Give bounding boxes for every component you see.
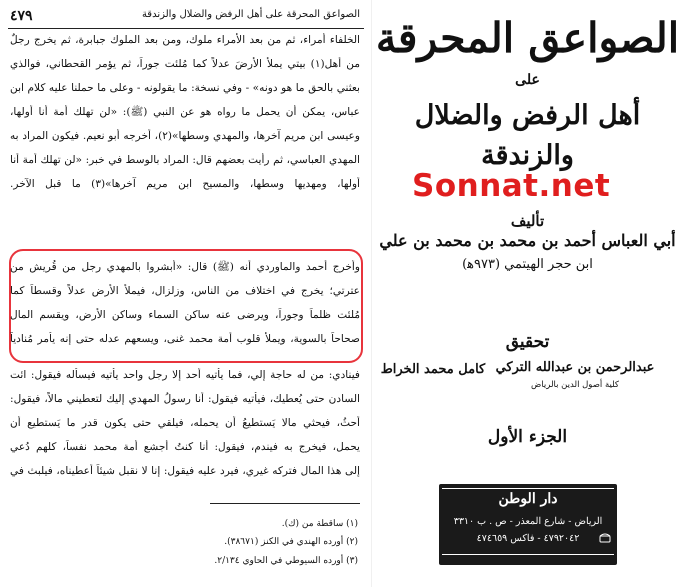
publisher-phone: ٤٧٩٢٠٤٢ - فاكس ٤٧٤٦٥٩ [476,533,580,544]
editor-affiliation: كلية أصول الدين بالرياض [531,380,619,390]
text-line: عباس، يمكن أن يحمل ما رواه هو عن النبي (ﷺ): «لن تهلك أمة أنا أولها، [10,106,360,118]
highlighted-line: عترتي؛ يخرج في اختلاف من الناس، وزلزال، فيملأ الأرض عدلاً وقسطاً كما [10,285,360,297]
header-rule [8,28,364,29]
text-line: وعيسى ابن مريم آخرها، والمهدي وسطها»(٢)، أخرجه أبو نعيم. فيكون المراد به [10,130,360,142]
running-head: الصواعق المحرقة على أهل الرفض والضلال والزندقة [141,9,360,20]
footnote-rule [210,503,360,504]
footnote: (٣) أورده السيوطي في الحاوي ٢/١٣٤. [214,556,358,566]
book-title: الصواعق المحرقة [375,14,680,62]
footnote: (٢) أورده الهندي في الكنز (٣٨٦٧١). [224,537,358,547]
book-subtitle: أهل الرفض والضلال والزندقة [414,100,641,171]
editor-name: كامل محمد الخراط [380,362,486,377]
text-line: أحثُ، فيحثي مالا يَستطيعُ أن يحمله، فيلقي حتى يكون قدر ما يَستطيع أن [10,417,360,429]
text-line: إلى هذا المال فتركه غيري، فيرد عليه فيقول: إنا لا نقبل شيئاً أعطيناه، فيلبث في [10,465,360,477]
editor-name: عبدالرحمن بن عبدالله التركي [495,360,655,375]
text-line: أولها، ومهديها وسطها، والمسيح ابن مريم آخرها»(٣) ما قبل الآخر. [10,178,360,190]
title-connector: على [515,72,540,88]
publisher-rule [442,554,614,555]
footnote: (١) ساقطة من (ك). [281,519,358,529]
text-line: الخلفاء أمراء، ثم من بعد الأمراء ملوك، ومن بعد الملوك جبابرة، ثم يخرج رجلٌ [10,34,360,46]
text-line: يحمل، فيخرج به فيندم، فيقول: أنا كنتُ أجشع أمة محمد نفساً، كلهم دُعي [10,441,360,453]
highlighted-line: وأخرج أحمد والماوردي أنه (ﷺ) قال: «أبشروا بالمهدي رجل من قُريش من [10,261,360,273]
authorship-label: تأليف [510,212,545,230]
author-name: أبي العباس أحمد بن محمد بن محمد بن علي [379,231,676,250]
text-line: السادن حتى يُعطيك، فيأتيه فيقول: أنا رسولُ المهدي إليك لتعطيني مالاً، فيقول: [10,393,360,405]
phone-icon [599,533,611,543]
watermark: Sonnat.net [412,168,611,204]
author-name-continued: ابن حجر الهيتمي (٩٧٣ﻫ) [462,257,593,272]
text-line: فينادي: من له حاجة إلي، فما يأتيه أحد إلا رجل واحد يأتيه فيسأله فيقول: ائت [10,369,360,381]
publisher-name: دار الوطن [498,491,558,507]
text-line: من أهل(١) بيتي يملأ الأرضَ عدلاً كما مُلئت جوراً، ثم يؤمر القحطاني، فوالذي [10,58,360,70]
publisher-rule [442,488,614,489]
title-page [372,0,683,587]
verification-label: تحقيق [505,332,550,352]
text-line: المهدي العباسي، ثم رأيت بعضهم قال: المراد بالوسط في خبر: «لن تهلك أمة أنا [10,154,360,166]
text-line: بعثني بالحق ما هو دونه» - وفي نسخة: ما يقولونه - وعلى ما حملنا عليه كلام ابن [10,82,360,94]
volume-label: الجزء الأول [487,427,568,447]
publisher-address: الرياض - شارع المعذر - ص . ب ٣٣١٠ [453,516,603,527]
highlighted-line: مُلئت ظلماً وجوراً، ويرضى عنه ساكن السماء وساكن الأرض، ويقسم المال [10,309,360,321]
highlighted-line: صحاحاً بالسوية، ويملأ قلوب أمة محمد غنى، ويسعهم عدله حتى إنه يأمر مُنادياً [10,333,360,345]
page-number: ٤٧٩ [10,8,33,24]
